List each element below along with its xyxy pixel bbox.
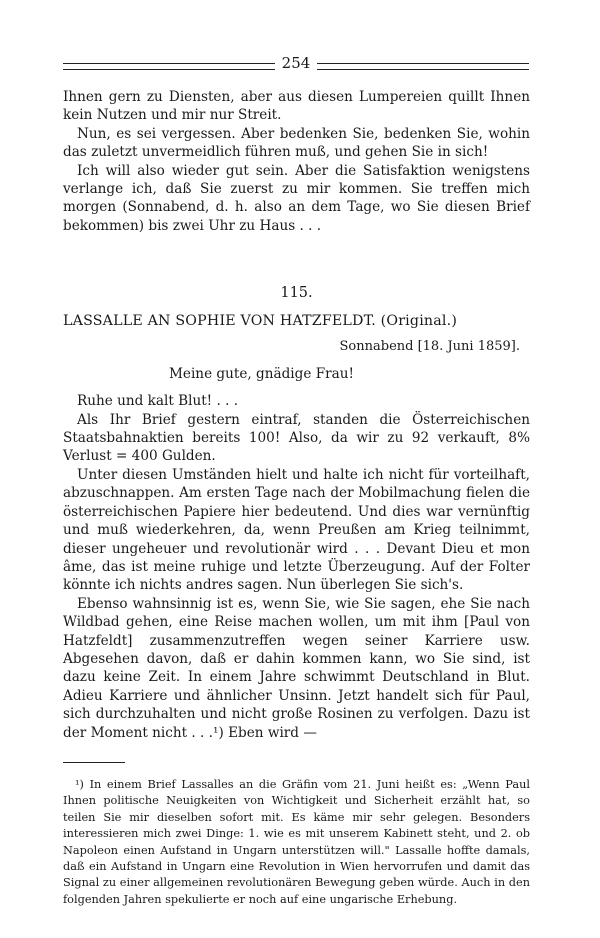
paragraph: Als Ihr Brief gestern eintraf, standen die Österreichischen Staatsbahnaktien bereits 100! Also, da wir zu 92 verkauft, 8% Verlust = 400 Gulden. xyxy=(63,411,530,465)
previous-letter-ending xyxy=(63,88,530,235)
letter-title: LASSALLE AN SOPHIE VON HATZFELDT. (Original.) xyxy=(63,313,458,330)
header-rule-left xyxy=(63,63,275,70)
document-page xyxy=(63,54,530,908)
paragraph: Ihnen gern zu Diensten, aber aus diesen Lumpereien quillt Ihnen kein Nutzen und mir nur Streit. xyxy=(63,89,530,124)
header-rule-right xyxy=(317,63,529,70)
paragraph: Nun, es sei vergessen. Aber bedenken Sie, bedenken Sie, wohin das zuletzt unvermeidlich führen muß, und gehen Sie in sich! xyxy=(63,125,530,161)
footnote-rule xyxy=(63,762,125,763)
page-header xyxy=(63,54,530,80)
letter-number: 115. xyxy=(280,285,313,302)
footnote xyxy=(63,777,530,908)
letter-salutation: Meine gute, gnädige Frau! xyxy=(169,366,354,383)
page-number: 254 xyxy=(281,54,311,72)
paragraph: Ebenso wahnsinnig ist es, wenn Sie, wie Sie sagen, ehe Sie nach Wildbad gehen, eine Reise machen wollen, um mit ihm [Paul von Hatzfeldt] zusammenzutreffen wegen seiner Karriere usw. Abgesehen davon, daß er dahin kommen kann, wo Sie sind, ist dazu keine Zeit. In einem Jahre schwimmt Deutschland in Blut. Adieu Karriere und ähnlicher Unsinn. Jetzt handelt sich für Paul, sich durchzuhalten und nicht große Rosinen zu verfolgen. Dazu ist der Moment nicht . . .¹) Eben wird — xyxy=(63,595,530,741)
paragraph: Unter diesen Umständen hielt und halte ich nicht für vorteilhaft, abzuschnappen. Am ersten Tage nach der Mobilmachung fielen die österreichischen Papiere hier bedeutend. Und dies war vernünftig und muß wiederkehren, da, wenn Preußen am Krieg teilnimmt, dieser ungeheuer und revolutionär wird . . . Devant Dieu et mon âme, das ist meine ruhige und letzte Überzeugung. Auf der Folter könnte ich nichts andres sagen. Nun überlegen Sie sich's. xyxy=(63,466,530,594)
paragraph: Ruhe und kalt Blut! . . . xyxy=(77,393,239,410)
letter-body xyxy=(63,392,530,742)
letter-dateline: Sonnabend [18. Juni 1859]. xyxy=(339,339,520,355)
paragraph: Ich will also wieder gut sein. Aber die Satisfaktion wenigstens verlange ich, daß Sie zuerst zu mir kommen. Sie treffen mich morgen (Sonnabend, d. h. also an dem Tage, wo Sie diesen Brief bekommen) bis zwei Uhr zu Haus . . . xyxy=(63,162,530,234)
footnote-text: ¹) In einem Brief Lassalles an die Gräfin vom 21. Juni heißt es: „Wenn Paul Ihnen politische Neuigkeiten von Wichtigkeit und Sicherheit erzählt hat, so teilen Sie mir dieselben sofort mit. Es käme mir sehr gelegen. Besonders interessieren mich zwei Dinge: 1. wie es mit unserem Kabinett steht, und 2. ob Napoleon einen Aufstand in Ungarn unterstützen will." Lassalle hoffte damals, daß ein Aufstand in Ungarn eine Revolution in Wien hervorrufen und damit das Signal zu einer allgemeinen revolutionären Bewegung geben würde. Auch in den folgenden Jahren spekulierte er noch auf eine ungarische Erhebung. xyxy=(63,777,530,906)
